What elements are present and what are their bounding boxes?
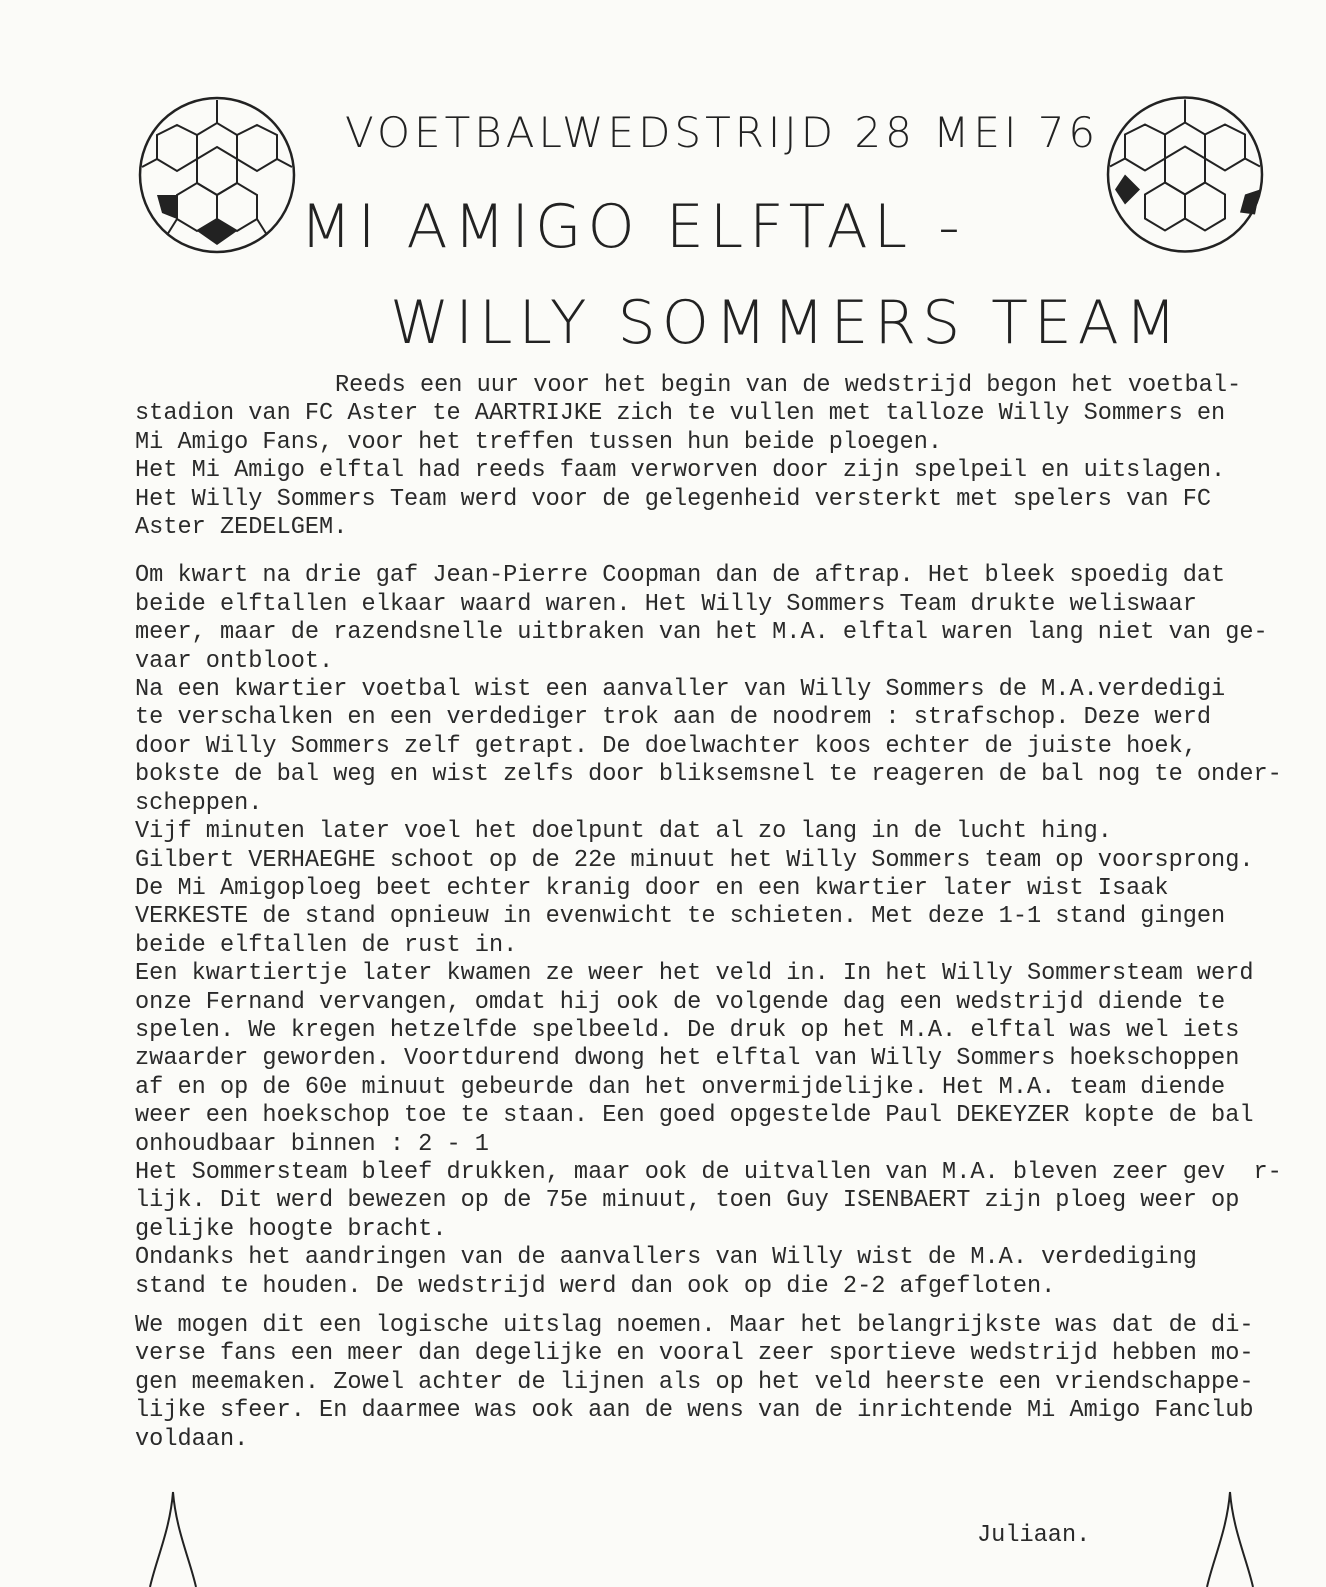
article-paragraph	[135, 1159, 1315, 1244]
text-line: spelen. We kregen hetzelfde spelbeeld. De druk op het M.A. elftal was wel iets	[135, 1016, 1240, 1044]
text-line: zwaarder geworden. Voortdurend dwong het elftal van Willy Sommers hoekschoppen	[135, 1045, 1240, 1073]
author-signature: Juliaan.	[977, 1522, 1091, 1549]
article-paragraph	[135, 676, 1315, 818]
text-line: af en op de 60e minuut gebeurde dan het onvermijdelijke. Het M.A. team diende	[135, 1073, 1226, 1101]
text-line: VERKESTE de stand opnieuw in evenwicht te schieten. Met deze 1-1 stand gingen	[135, 903, 1226, 931]
text-line: Een kwartiertje later kwamen ze weer het veld in. In het Willy Sommersteam werd	[135, 960, 1254, 988]
text-line: door Willy Sommers zelf getrapt. De doelwachter koos echter de juiste hoek,	[135, 732, 1197, 760]
text-line: bokste de bal weg en wist zelfs door bliksemsnel te reageren de bal nog te onder-	[135, 761, 1282, 789]
text-line: Het Sommersteam bleef drukken, maar ook de uitvallen van M.A. bleven zeer gev r-	[135, 1158, 1282, 1186]
text-line: Ondanks het aandringen van de aanvallers van Willy wist de M.A. verdediging	[135, 1244, 1197, 1272]
match-date-heading: VOETBALWEDSTRIJD 28 MEI 76	[345, 108, 1100, 157]
text-line: scheppen.	[135, 789, 263, 817]
text-line: onhoudbaar binnen : 2 - 1	[135, 1130, 489, 1158]
text-line: lijke sfeer. En daarmee was ook aan de wens van de inrichtende Mi Amigo Fanclub	[135, 1397, 1254, 1425]
football-icon-left	[137, 95, 297, 255]
text-line: stand te houden. De wedstrijd werd dan ook op die 2-2 afgefloten.	[135, 1272, 1056, 1300]
text-line: Vijf minuten later voel het doelpunt dat al zo lang in de lucht hing.	[135, 818, 1112, 846]
article-body	[135, 372, 1315, 1454]
text-line: onze Fernand vervangen, omdat hij ook de volgende dag een wedstrijd diende te	[135, 988, 1226, 1016]
text-line: gelijke hoogte bracht.	[135, 1215, 447, 1243]
text-line: Mi Amigo Fans, voor het treffen tussen hun beide ploegen.	[135, 428, 943, 456]
text-line: We mogen dit een logische uitslag noemen. Maar het belangrijkste was dat de di-	[135, 1312, 1254, 1339]
text-line: Het Mi Amigo elftal had reeds faam verworven door zijn spelpeil en uitslagen.	[135, 457, 1226, 485]
team-heading-1: MI AMIGO ELFTAL -	[300, 192, 966, 262]
decorative-flame-left	[148, 1490, 198, 1587]
text-line: weer een hoekschop toe te staan. Een goed opgestelde Paul DEKEYZER kopte de bal	[135, 1102, 1254, 1130]
text-line: beide elftallen elkaar waard waren. Het Willy Sommers Team drukte weliswaar	[135, 590, 1197, 618]
text-line: lijk. Dit werd bewezen op de 75e minuut, toen Guy ISENBAERT zijn ploeg weer op	[135, 1187, 1240, 1215]
article-paragraph	[135, 1312, 1315, 1454]
text-line: gen meemaken. Zowel achter de lijnen als op het veld heerste een vriendschappe-	[135, 1368, 1254, 1396]
text-line: Na een kwartier voetbal wist een aanvaller van Willy Sommers de M.A.verdedigi	[135, 676, 1226, 704]
text-line: Het Willy Sommers Team werd voor de gelegenheid versterkt met spelers van FC	[135, 485, 1212, 513]
text-line: vaar ontbloot.	[135, 647, 334, 675]
article-paragraph	[135, 372, 1315, 542]
article-paragraph	[135, 960, 1315, 1159]
text-line: beide elftallen de rust in.	[135, 931, 518, 959]
text-line: Reeds een uur voor het begin van de wedstrijd begon het voetbal-	[335, 372, 1242, 399]
text-line: voldaan.	[135, 1425, 249, 1453]
text-line: verse fans een meer dan degelijke en vooral zeer sportieve wedstrijd hebben mo-	[135, 1340, 1254, 1368]
text-line: Aster ZEDELGEM.	[135, 514, 348, 542]
text-line: te verschalken en een verdediger trok aan de noodrem : strafschop. Deze werd	[135, 704, 1212, 732]
text-line: De Mi Amigoploeg beet echter kranig door en een kwartier later wist Isaak	[135, 874, 1169, 902]
team-heading-2: WILLY SOMMERS TEAM	[390, 288, 1183, 358]
decorative-flame-right	[1205, 1490, 1255, 1587]
text-line: Om kwart na drie gaf Jean-Pierre Coopman dan de aftrap. Het bleek spoedig dat	[135, 562, 1226, 590]
article-paragraph	[135, 818, 1315, 960]
article-paragraph	[135, 562, 1315, 676]
text-line: stadion van FC Aster te AARTRIJKE zich te vullen met talloze Willy Sommers en	[135, 400, 1226, 428]
text-line: meer, maar de razendsnelle uitbraken van het M.A. elftal waren lang niet van ge-	[135, 619, 1268, 647]
text-line: Gilbert VERHAEGHE schoot op de 22e minuut het Willy Sommers team op voorsprong.	[135, 846, 1254, 874]
football-icon-right	[1105, 92, 1265, 257]
article-paragraph	[135, 1244, 1315, 1301]
